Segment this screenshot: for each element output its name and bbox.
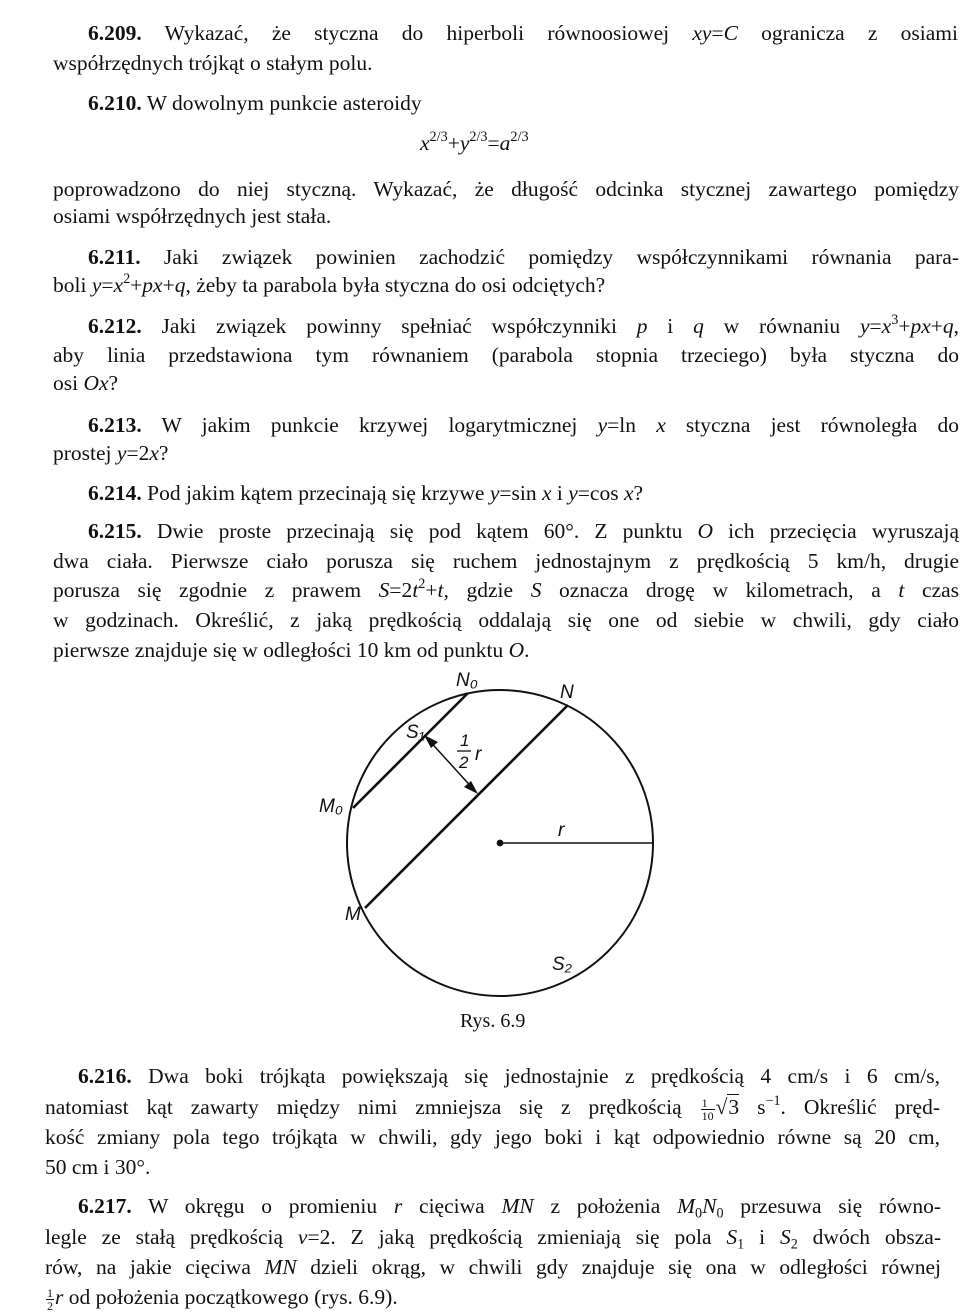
label-n: N xyxy=(560,682,574,703)
problem-6-217-line-4: $\frac{1}{2}$ r od położenia początkowego (rys. 6.9). xyxy=(47,1285,398,1313)
figure-6-9 xyxy=(290,668,690,1038)
problem-6-209-line-1: 6.209. Wykazać, że styczna do hiperboli równoosiowej xy=C ogranicza z osiami xyxy=(88,21,959,45)
problem-6-209-line-2: współrzędnych trójkąt o stałym polu. xyxy=(53,51,373,75)
problem-6-215-line-3: porusza się zgodnie z prawem $S=2t^2+t$, gdzie S oznacza drogę w kilometrach, a t czas xyxy=(53,576,960,602)
problem-6-214-line-1: 6.214. Pod jakim kątem przecinają się krzywe y=sin x i y=cos x? xyxy=(88,481,644,505)
problem-6-216-line-2: natomiast kąt zawarty między nimi zmniejsza się z prędkością $\frac{1}{10}$ √3 $s^{-1}$. Określić pręd- xyxy=(45,1093,940,1123)
problem-6-217-line-3: rów, na jakie cięciwa MN dzieli okrąg, w chwili gdy znajduje się ona w odległości równej xyxy=(45,1255,942,1279)
arrowhead-bottom xyxy=(464,781,478,794)
problem-6-215-line-4: w godzinach. Określić, z jaką prędkością oddalają się one od siebie w chwili, gdy ciało xyxy=(53,608,959,632)
label-s1: S₁ xyxy=(406,722,425,743)
problem-6-212-line-1: 6.212. Jaki związek powinny spełniać współczynniki p i q w równaniu $y=x^3+px+q$, xyxy=(88,312,960,338)
chord-m0-n0 xyxy=(353,693,468,808)
problem-6-211-line-1: 6.211. Jaki związek powinien zachodzić pomiędzy współczynnikami równania para- xyxy=(88,245,959,269)
problem-6-211-line-2: boli $y=x^2+px+q$, żeby ta parabola była styczna do osi odciętych? xyxy=(53,271,606,297)
problem-6-210-line-3: poprowadzono do niej styczną. Wykazać, że długość odcinka stycznej zawartego pomiędzy xyxy=(53,177,959,201)
problem-6-215-line-2: dwa ciała. Pierwsze ciało porusza się ruchem jednostajnym z prędkością 5 km/h, drugie xyxy=(53,549,959,573)
label-m0: M₀ xyxy=(319,796,343,817)
problem-6-217-line-1: 6.217. W okręgu o promieniu r cięciwa MN z położenia $M_0N_0$ przesuwa się równo- xyxy=(78,1194,941,1222)
label-n0: N₀ xyxy=(456,670,478,691)
problem-6-215-line-1: 6.215. Dwie proste przecinają się pod kątem 60°. Z punktu O ich przecięcia wyruszają xyxy=(88,519,959,543)
label-half-r-den: 2 xyxy=(459,753,469,772)
figure-caption: Rys. 6.9 xyxy=(460,1010,526,1032)
problem-6-212-line-2: aby linia przedstawiona tym równaniem (parabola stopnia trzeciego) była styczna do xyxy=(53,343,959,367)
label-m: M xyxy=(345,904,361,925)
problem-6-213-line-2: prostej y=2x? xyxy=(53,441,169,465)
label-s2: S₂ xyxy=(552,954,572,975)
label-half-r-num: 1 xyxy=(460,731,470,750)
problem-6-215-line-5: pierwsze znajduje się w odległości 10 km od punktu O. xyxy=(53,638,530,662)
problem-6-216-line-3: kość zmiany pola tego trójkąta w chwili, gdy jego boki i kąt odpowiednio równe są 20 cm, xyxy=(45,1125,940,1149)
problem-6-210-line-1: 6.210. W dowolnym punkcie asteroidy xyxy=(88,91,422,115)
asteroid-equation: $x^{2/3}+y^{2/3}=a^{2/3}$ xyxy=(420,129,529,155)
problem-6-210-line-4: osiami współrzędnych jest stała. xyxy=(53,204,332,228)
center-dot xyxy=(497,840,504,847)
arrowhead-top xyxy=(424,735,438,748)
label-r: r xyxy=(558,820,565,841)
problem-6-217-line-2: legle ze stałą prędkością v=2. Z jaką prędkością zmieniają się pola $S_1$ i $S_2$ dwóch obsza- xyxy=(45,1225,941,1253)
label-half-r-var: r xyxy=(475,744,482,765)
problem-6-213-line-1: 6.213. W jakim punkcie krzywej logarytmicznej y=ln x styczna jest równoległa do xyxy=(88,413,960,437)
problem-6-216-line-4: 50 cm i 30°. xyxy=(45,1155,151,1179)
problem-6-212-line-3: osi Ox? xyxy=(53,371,119,395)
problem-6-216-line-1: 6.216. Dwa boki trójkąta powiększają się jednostajnie z prędkością 4 cm/s i 6 cm/s, xyxy=(78,1064,940,1088)
